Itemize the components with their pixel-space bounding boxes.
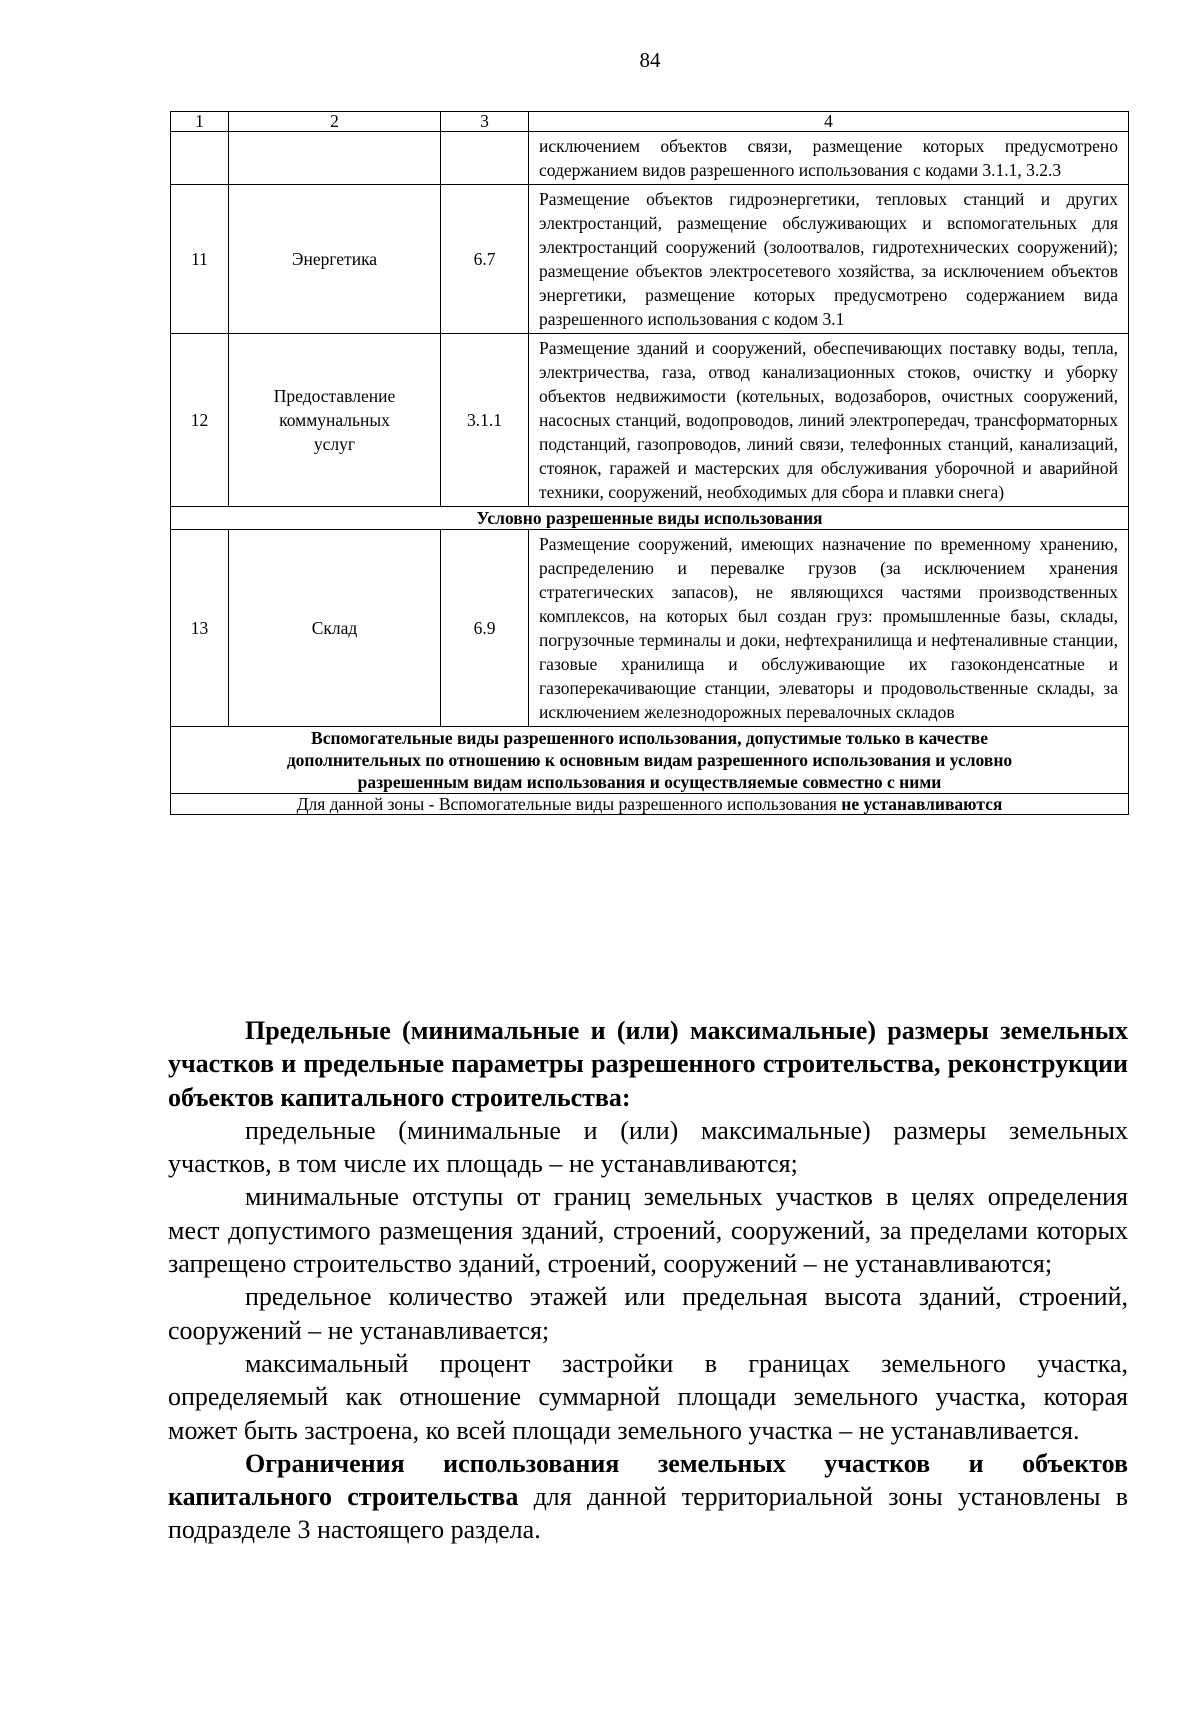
row-number: 12: [171, 334, 229, 507]
auxiliary-heading-line: разрешенным видам использования и осуществляемые совместно с ними: [357, 772, 942, 792]
body-paragraph: максимальный процент застройки в границах земельного участка, определяемый как отношение суммарной площади земельного участка, которая может быть застроена, ко всей площади земельного участка – не устанавливается.: [168, 1348, 1128, 1445]
note-bold: не устанавливаются: [841, 794, 1003, 814]
use-code: 6.7: [441, 185, 529, 334]
section-heading-row: [171, 727, 1129, 794]
use-description: Размещение зданий и сооружений, обеспечивающих поставку воды, тепла, электричества, газа, отвод канализационных стоков, очистку и уборку объектов недвижимости (котельных, водозаборов, очистных сооружений, насосных станций, водопроводов, линий электропередач, трансформаторных подстанций, газопроводов, линий связи, телефонных станций, канализаций, стоянок, гаражей и мастерских для обслуживания уборочной и аварийной техники, сооружений, необходимых для сбора и плавки снега): [529, 334, 1129, 507]
table-row: [171, 132, 1129, 185]
auxiliary-heading-line: Вспомогательные виды разрешенного использования, допустимые только в качестве: [311, 728, 988, 748]
restrictions-rest: для данной территориальной зоны установлены в подразделе 3 настоящего раздела.: [168, 1482, 1128, 1545]
header-cell: 4: [529, 112, 1129, 132]
use-description: Размещение сооружений, имеющих назначение по временному хранению, распределению и перевалке грузов (за исключением хранения стратегических запасов), не являющихся частями производственных комплексов, на которых был создан груз: промышленные базы, склады, погрузочные терминалы и доки, нефтехранилища и нефтеналивные станции, газовые хранилища и обслуживающие их газоконденсатные и газоперекачивающие станции, элеваторы и продовольственные склады, за исключением железнодорожных перевалочных складов: [529, 530, 1129, 727]
note-prefix: Для данной зоны - Вспомогательные виды разрешенного использования: [296, 794, 837, 814]
use-name: [229, 132, 441, 185]
header-cell: 1: [171, 112, 229, 132]
table-header-row: [171, 112, 1129, 132]
use-code: [441, 132, 529, 185]
use-code: 6.9: [441, 530, 529, 727]
use-description: Размещение объектов гидроэнергетики, тепловых станций и других электростанций, размещение обслуживающих и вспомогательных для электростанций сооружений (золоотвалов, гидротехнических сооружений); размещение объектов электросетевого хозяйства, за исключением объектов энергетики, размещение которых предусмотрено содержанием вида разрешенного использования с кодом 3.1: [529, 185, 1129, 334]
row-number: 13: [171, 530, 229, 727]
row-number: 11: [171, 185, 229, 334]
row-number: [171, 132, 229, 185]
table-row: [171, 334, 1129, 507]
body-paragraph: минимальные отступы от границ земельных участков в целях определения мест допустимого размещения зданий, строений, сооружений, за пределами которых запрещено строительство зданий, строений, сооружений – не устанавливаются;: [168, 1182, 1128, 1279]
conditional-uses-heading: Условно разрешенные виды использования: [171, 507, 1129, 530]
restrictions-paragraph: [168, 1447, 1128, 1547]
auxiliary-uses-note: [171, 794, 1129, 815]
header-cell: 3: [441, 112, 529, 132]
body-paragraph: предельное количество этажей или предельная высота зданий, строений, сооружений – не устанавливается;: [168, 1282, 1128, 1345]
auxiliary-uses-heading: [171, 727, 1129, 794]
auxiliary-heading-line: дополнительных по отношению к основным видам разрешенного использования и условно: [286, 750, 1013, 770]
header-cell: 2: [229, 112, 441, 132]
land-use-table: [170, 111, 1129, 815]
parameters-heading: Предельные (минимальные и (или) максимальные) размеры земельных участков и предельные параметры разрешенного строительства, реконструкции объектов капитального строительства:: [168, 1016, 1128, 1112]
table-row: [171, 185, 1129, 334]
restrictions-bold: Ограничения использования земельных участков и объектов капитального строительства: [168, 1448, 1128, 1512]
use-name: Склад: [229, 530, 441, 727]
table-row: [171, 530, 1129, 727]
section-heading-row: [171, 507, 1129, 530]
page-number: 84: [639, 48, 661, 72]
note-row: [171, 794, 1129, 815]
use-code: 3.1.1: [441, 334, 529, 507]
body-paragraph: предельные (минимальные и (или) максимальные) размеры земельных участков, в том числе их площадь – не устанавливаются;: [168, 1115, 1128, 1179]
use-name: Предоставление коммунальных услуг: [229, 334, 441, 507]
use-description: исключением объектов связи, размещение которых предусмотрено содержанием видов разрешенного использования с кодами 3.1.1, 3.2.3: [529, 132, 1129, 185]
body-text: [168, 1014, 1128, 1547]
use-name: Энергетика: [229, 185, 441, 334]
